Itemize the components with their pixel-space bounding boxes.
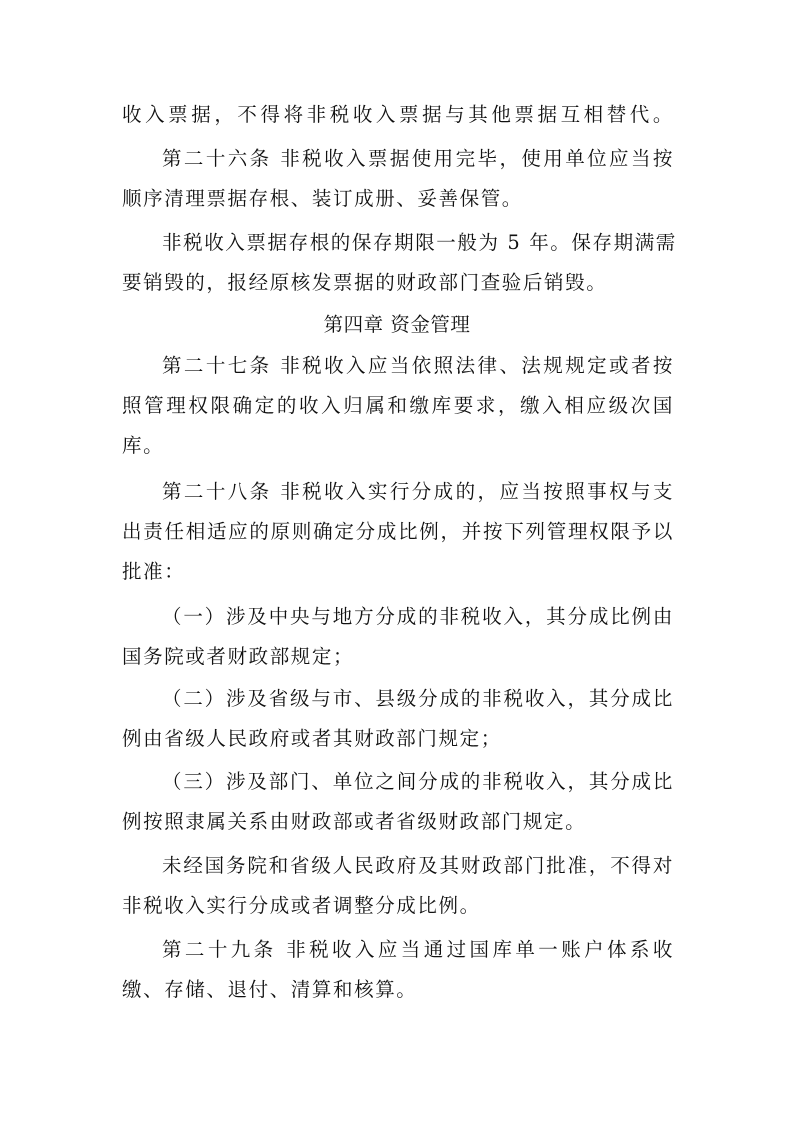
article-27-line-3: 库。 <box>122 434 165 457</box>
item-1-line-2: 国务院或者财政部规定； <box>122 645 355 668</box>
item-2-line-2: 例由省级人民政府或者其财政部门规定； <box>122 727 502 750</box>
article-29-line-2: 缴、存储、退付、清算和核算。 <box>122 978 418 1001</box>
article-29-line-1: 第二十九条 非税收入应当通过国库单一账户体系收 <box>162 938 674 961</box>
paragraph-line-1: 未经国务院和省级人民政府及其财政部门批准，不得对 <box>162 854 674 877</box>
article-27-line-1: 第二十七条 非税收入应当依照法律、法规规定或者按 <box>162 354 674 377</box>
article-26-line-1: 第二十六条 非税收入票据使用完毕，使用单位应当按 <box>162 147 674 170</box>
item-3-line-1: （三）涉及部门、单位之间分成的非税收入，其分成比 <box>162 770 674 793</box>
article-28-line-2: 出责任相适应的原则确定分成比例，并按下列管理权限予以 <box>122 520 674 543</box>
article-28-line-1: 第二十八条 非税收入实行分成的，应当按照事权与支 <box>162 480 674 503</box>
article-27-line-2: 照管理权限确定的收入归属和缴库要求，缴入相应级次国 <box>122 394 674 417</box>
paragraph-line-1: 非税收入票据存根的保存期限一般为 5 年。保存期满需 <box>162 231 677 254</box>
article-26-line-2: 顺序清理票据存根、装订成册、妥善保管。 <box>122 187 523 210</box>
article-28-line-3: 批准： <box>122 560 186 583</box>
paragraph-line-2: 要销毁的，报经原核发票据的财政部门查验后销毁。 <box>122 271 608 294</box>
text-line: 收入票据，不得将非税收入票据与其他票据互相替代。 <box>122 103 674 126</box>
chapter-heading: 第四章 资金管理 <box>323 313 471 336</box>
item-1-line-1: （一）涉及中央与地方分成的非税收入，其分成比例由 <box>162 605 674 628</box>
item-3-line-2: 例按照隶属关系由财政部或者省级财政部门规定。 <box>122 810 587 833</box>
item-2-line-1: （二）涉及省级与市、县级分成的非税收入，其分成比 <box>162 687 674 710</box>
paragraph-line-2: 非税收入实行分成或者调整分成比例。 <box>122 894 481 917</box>
